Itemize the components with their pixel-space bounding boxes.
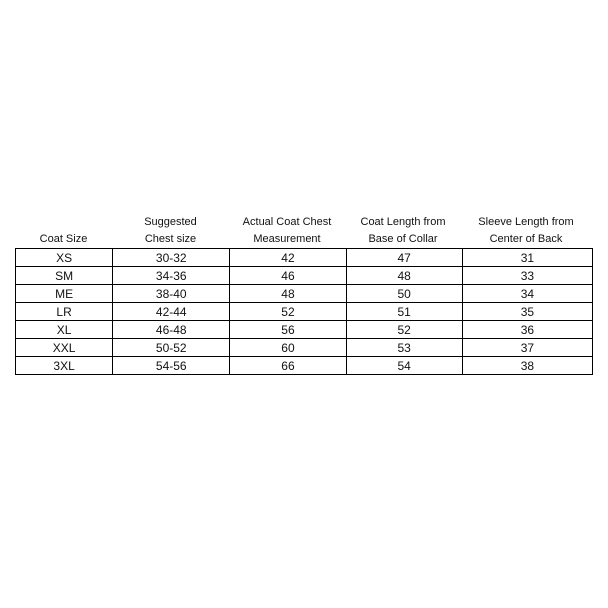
cell-coat-length: 54 xyxy=(346,357,462,375)
size-table xyxy=(15,248,593,375)
table-row xyxy=(16,267,593,285)
cell-coat-length: 47 xyxy=(346,249,462,267)
cell-coat-size: SM xyxy=(16,267,113,285)
cell-coat-length: 51 xyxy=(346,303,462,321)
cell-coat-length: 52 xyxy=(346,321,462,339)
cell-actual-chest: 42 xyxy=(230,249,346,267)
cell-coat-size: ME xyxy=(16,285,113,303)
cell-suggested-chest: 46-48 xyxy=(113,321,230,339)
cell-coat-size: 3XL xyxy=(16,357,113,375)
table-row xyxy=(16,339,593,357)
cell-actual-chest: 46 xyxy=(230,267,346,285)
cell-sleeve-length: 38 xyxy=(462,357,592,375)
header-coat-length: Coat Length from Base of Collar xyxy=(360,216,446,245)
header-suggested-chest-size: Suggested Chest size xyxy=(144,216,197,245)
cell-suggested-chest: 38-40 xyxy=(113,285,230,303)
table-row xyxy=(16,249,593,267)
cell-actual-chest: 66 xyxy=(230,357,346,375)
table-row xyxy=(16,357,593,375)
cell-actual-chest: 60 xyxy=(230,339,346,357)
cell-suggested-chest: 50-52 xyxy=(113,339,230,357)
cell-coat-size: XS xyxy=(16,249,113,267)
cell-suggested-chest: 42-44 xyxy=(113,303,230,321)
cell-sleeve-length: 33 xyxy=(462,267,592,285)
cell-coat-length: 50 xyxy=(346,285,462,303)
cell-coat-size: XXL xyxy=(16,339,113,357)
cell-suggested-chest: 30-32 xyxy=(113,249,230,267)
cell-suggested-chest: 34-36 xyxy=(113,267,230,285)
cell-sleeve-length: 36 xyxy=(462,321,592,339)
table-row xyxy=(16,285,593,303)
cell-sleeve-length: 37 xyxy=(462,339,592,357)
size-chart xyxy=(15,213,593,375)
cell-sleeve-length: 35 xyxy=(462,303,592,321)
table-header-row xyxy=(15,213,593,248)
header-coat-size: Coat Size xyxy=(39,233,88,245)
header-actual-coat-chest: Actual Coat Chest Measurement xyxy=(242,216,332,245)
cell-coat-length: 48 xyxy=(346,267,462,285)
cell-coat-size: LR xyxy=(16,303,113,321)
cell-suggested-chest: 54-56 xyxy=(113,357,230,375)
cell-sleeve-length: 31 xyxy=(462,249,592,267)
table-row xyxy=(16,303,593,321)
cell-actual-chest: 56 xyxy=(230,321,346,339)
table-row xyxy=(16,321,593,339)
cell-actual-chest: 48 xyxy=(230,285,346,303)
cell-coat-length: 53 xyxy=(346,339,462,357)
header-sleeve-length: Sleeve Length from Center of Back xyxy=(478,216,574,245)
cell-sleeve-length: 34 xyxy=(462,285,592,303)
cell-coat-size: XL xyxy=(16,321,113,339)
cell-actual-chest: 52 xyxy=(230,303,346,321)
